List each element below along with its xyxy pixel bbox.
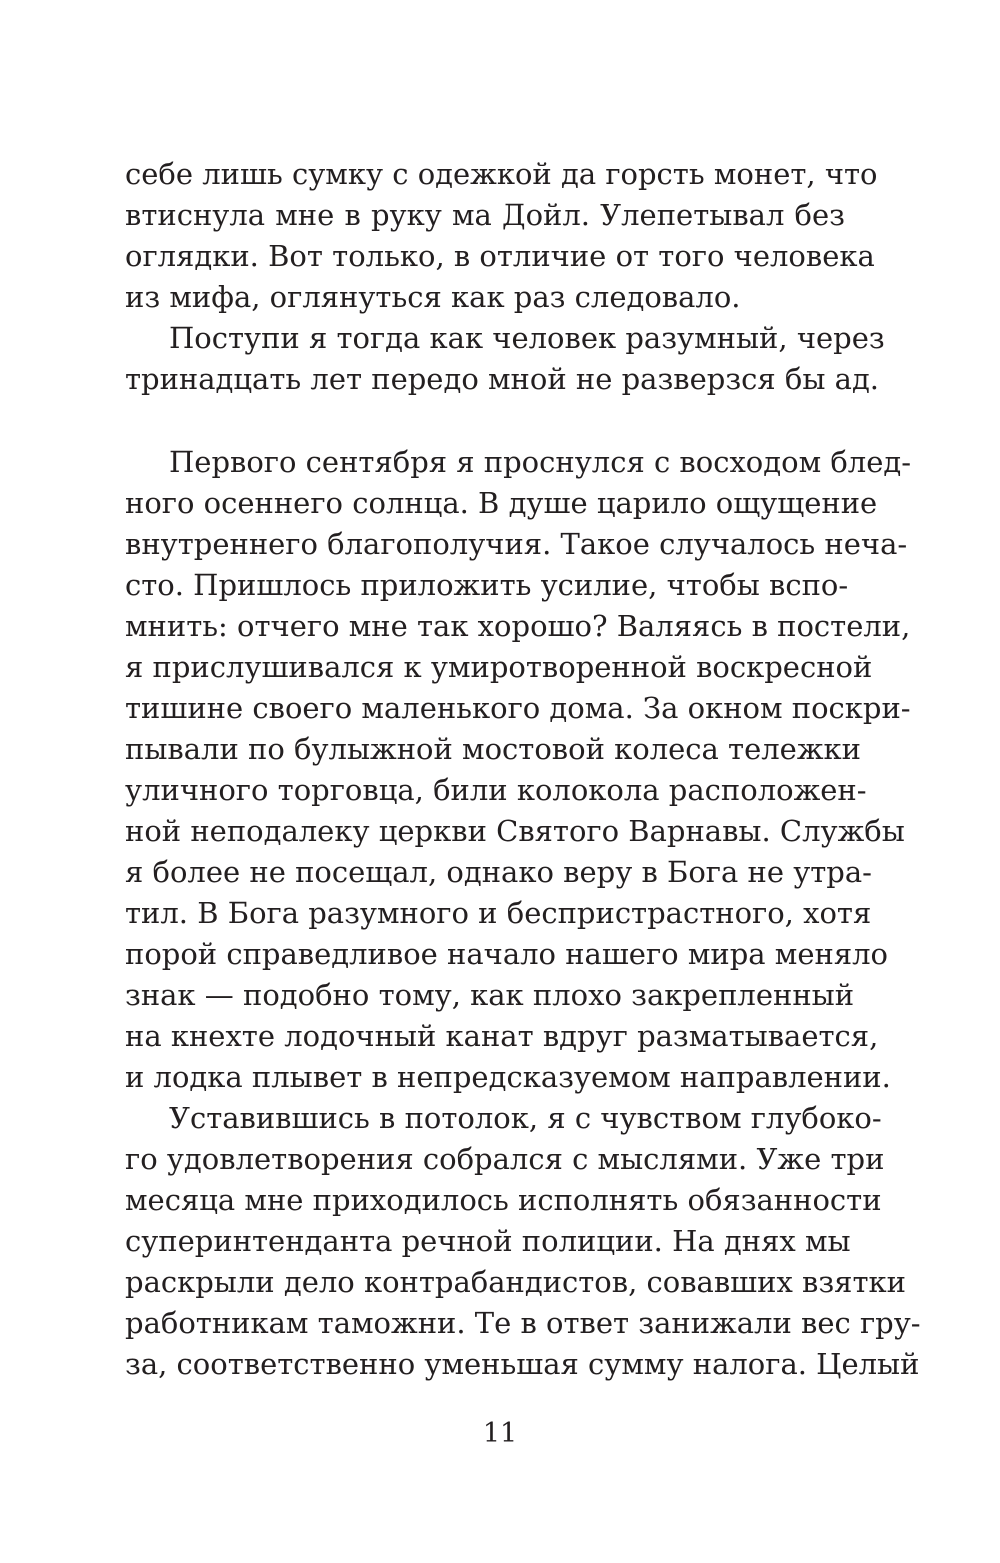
text-line: я более не посещал, однако веру в Бога не утра- (125, 855, 872, 889)
text-line: оглядки. Вот только, в отличие от того человека (125, 239, 875, 273)
text-line: мнить: отчего мне так хорошо? Валяясь в постели, (125, 609, 911, 643)
text-line: суперинтенданта речной полиции. На днях мы (125, 1224, 851, 1258)
text-line: втиснула мне в руку ма Дойл. Улепетывал без (125, 198, 845, 232)
paragraph-first-line: Поступи я тогда как человек разумный, через (169, 321, 885, 355)
text-line: на кнехте лодочный канат вдруг разматывается, (125, 1019, 879, 1053)
text-line: месяца мне приходилось исполнять обязанности (125, 1183, 882, 1217)
text-line: и лодка плывет в непредсказуемом направлении. (125, 1060, 891, 1094)
paragraph-first-line: Первого сентября я проснулся с восходом блед- (169, 445, 912, 479)
text-line: уличного торговца, били колокола расположен- (125, 773, 867, 807)
text-line: ной неподалеку церкви Святого Варнавы. Службы (125, 814, 905, 848)
text-line: ного осеннего солнца. В душе царило ощущение (125, 486, 878, 520)
text-line: тринадцать лет передо мной не разверзся бы ад. (125, 362, 880, 396)
text-line: тил. В Бога разумного и беспристрастного, хотя (125, 896, 872, 930)
text-line: тишине своего маленького дома. За окном поскри- (125, 691, 911, 725)
text-line: порой справедливое начало нашего мира меняло (125, 937, 889, 971)
page-number: 11 (482, 1418, 518, 1449)
text-line: из мифа, оглянуться как раз следовало. (125, 280, 741, 314)
text-line: за, соответственно уменьшая сумму налога. Целый (125, 1347, 920, 1381)
text-block-top (125, 154, 885, 400)
text-line: себе лишь сумку с одежкой да горсть монет, что (125, 157, 878, 191)
text-block-bottom (125, 442, 921, 1385)
paragraph-first-line: Уставившись в потолок, я с чувством глубоко- (169, 1101, 882, 1135)
text-line: внутреннего благополучия. Такое случалось неча- (125, 527, 908, 561)
text-line: пывали по булыжной мостовой колеса тележки (125, 732, 861, 766)
text-line: работникам таможни. Те в ответ занижали вес гру- (125, 1306, 921, 1340)
text-line: раскрыли дело контрабандистов, совавших взятки (125, 1265, 906, 1299)
text-line: го удовлетворения собрался с мыслями. Уже три (125, 1142, 885, 1176)
text-line: я прислушивался к умиротворенной воскресной (125, 650, 873, 684)
text-line: знак — подобно тому, как плохо закрепленный (125, 978, 855, 1012)
text-line: сто. Пришлось приложить усилие, чтобы вспо- (125, 568, 849, 602)
